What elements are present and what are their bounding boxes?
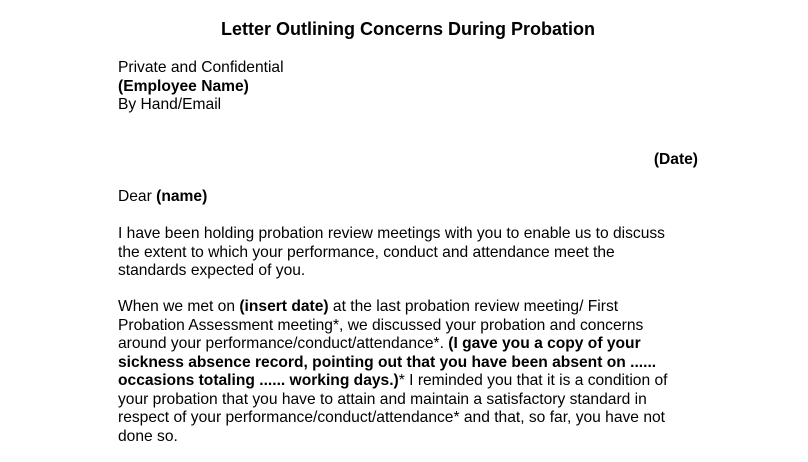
letter-title: Letter Outlining Concerns During Probation — [220, 19, 595, 39]
paragraph-2-line: Probation Assessment meeting*, we discussed your probation and concerns — [118, 316, 644, 334]
employee-name-placeholder: (Employee Name) — [118, 77, 249, 95]
text-run: at the last probation review meeting/ First — [328, 298, 619, 315]
paragraph-2-line: respect of your performance/conduct/attendance* and that, so far, you have not — [118, 409, 665, 426]
salutation-prefix: Dear — [118, 188, 157, 205]
text-run: * I reminded you that it is a condition of — [398, 372, 668, 389]
paragraph-2 — [118, 298, 698, 446]
paragraph-2-line — [118, 335, 698, 354]
paragraph-1 — [118, 225, 698, 281]
paragraph-1-line: I have been holding probation review meetings with you to enable us to discuss — [118, 225, 665, 242]
delivery-method: By Hand/Email — [118, 96, 222, 113]
paragraph-1-line: the extent to which your performance, conduct and attendance meet the — [118, 243, 615, 261]
text-run: around your performance/conduct/attendance*. — [118, 335, 449, 352]
bold-run: (I gave you a copy of your — [448, 335, 641, 352]
paragraph-2-line: your probation that you have to attain and maintain a satisfactory standard in — [118, 390, 647, 408]
letter-header — [118, 59, 698, 115]
salutation — [118, 188, 698, 207]
paragraph-1-line: standards expected of you. — [118, 262, 306, 279]
date-placeholder: (Date) — [653, 151, 698, 168]
insert-date-placeholder: (insert date) — [239, 298, 329, 315]
confidential-label: Private and Confidential — [118, 59, 284, 76]
paragraph-2-line — [118, 298, 698, 317]
paragraph-2-line: done so. — [118, 427, 178, 445]
salutation-name-placeholder: (name) — [156, 188, 208, 205]
text-run: When we met on — [118, 298, 240, 315]
bold-run: occasions totaling ...... working days.) — [118, 372, 399, 389]
paragraph-2-line — [118, 372, 698, 391]
paragraph-2-line: sickness absence record, pointing out that you have been absent on ...... — [118, 353, 657, 371]
